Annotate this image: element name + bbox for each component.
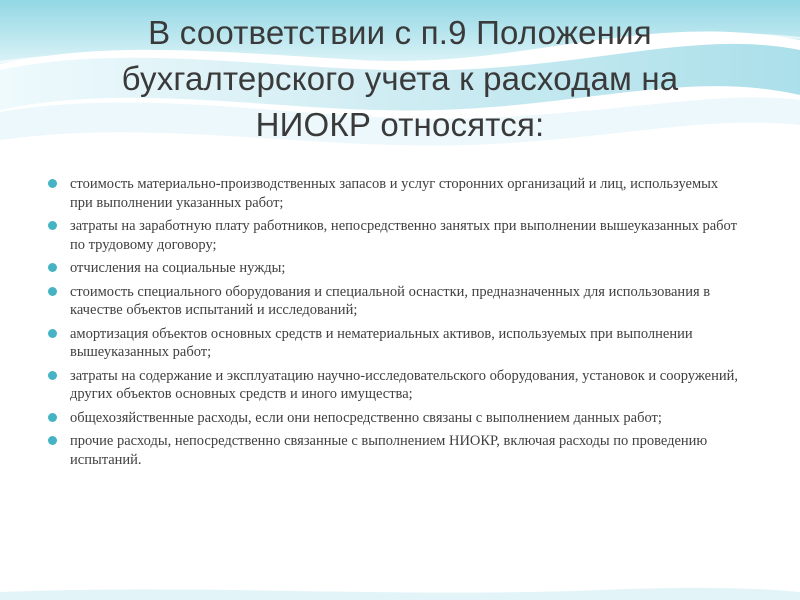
bullet-text: затраты на содержание и эксплуатацию научно-исследовательского оборудования, установок и сооружений, других объектов основных средств и иного имущества;: [70, 367, 738, 402]
list-item: [48, 432, 738, 469]
bullet-text: общехозяйственные расходы, если они непосредственно связаны с выполнением данных работ;: [70, 409, 662, 426]
bullet-dot-icon: [48, 179, 57, 188]
bullet-dot-icon: [48, 221, 57, 230]
bullet-dot-icon: [48, 263, 57, 272]
list-item: [48, 367, 738, 404]
bullet-list: [48, 175, 738, 474]
bullet-text: затраты на заработную плату работников, непосредственно занятых при выполнении вышеуказанных работ по трудовому договору;: [70, 218, 737, 253]
bullet-text: амортизация объектов основных средств и нематериальных активов, используемых при выполнении вышеуказанных работ;: [70, 325, 693, 360]
bullet-text: прочие расходы, непосредственно связанные с выполнением НИОКР, включая расходы по проведению испытаний.: [70, 433, 708, 468]
bullet-dot-icon: [48, 371, 57, 380]
list-item: [48, 175, 738, 212]
list-item: [48, 409, 738, 428]
bullet-dot-icon: [48, 329, 57, 338]
decorative-wave-bottom: [0, 580, 800, 600]
bullet-text: стоимость специального оборудования и специальной оснастки, предназначенных для использования в качестве объектов испытаний и исследований;: [70, 283, 711, 318]
bullet-text: отчисления на социальные нужды;: [70, 260, 286, 276]
list-item: [48, 283, 738, 320]
bullet-dot-icon: [48, 436, 57, 445]
bullet-dot-icon: [48, 287, 57, 296]
list-item: [48, 217, 738, 254]
list-item: [48, 325, 738, 362]
bullet-dot-icon: [48, 413, 57, 422]
list-item: [48, 259, 738, 278]
bullet-text: стоимость материально-производственных запасов и услуг сторонних организаций и лиц, используемых при выполнении указанных работ;: [70, 176, 719, 211]
slide-title: В соответствии с п.9 Положения бухгалтерского учета к расходам на НИОКР относятся:: [121, 14, 679, 143]
